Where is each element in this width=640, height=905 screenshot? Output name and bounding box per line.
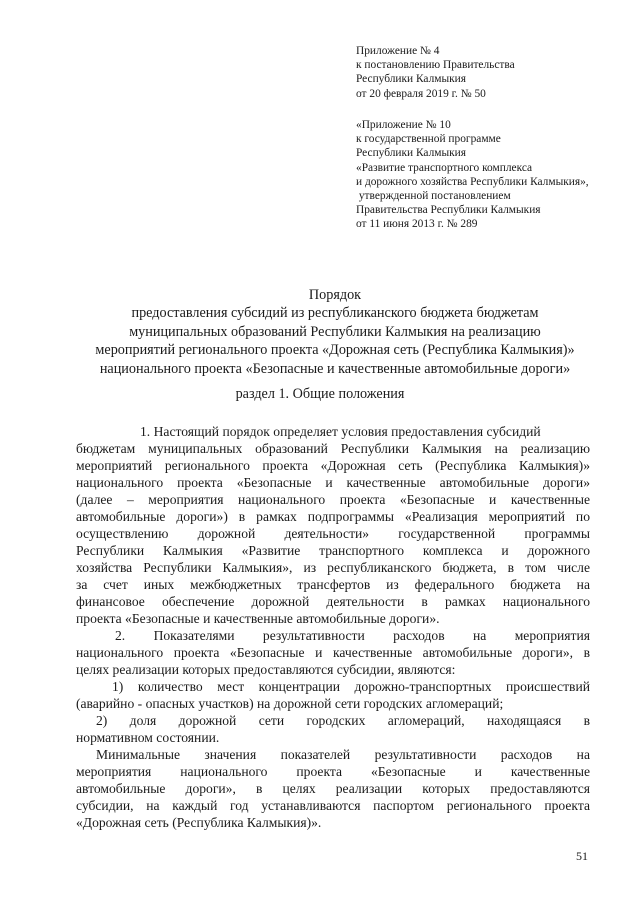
- body-line: проекта «Безопасные и качественные автомобильные дороги».: [76, 611, 440, 626]
- appendix-line: Республики Калмыкия: [356, 147, 467, 160]
- body-line: за счет иных межбюджетных трансфертов из федерального бюджета на: [76, 577, 590, 592]
- body-line: Минимальные значения показателей результативности расходов на: [96, 747, 590, 762]
- body-line: бюджетам муниципальных образований Республики Калмыкия на реализацию: [76, 441, 590, 456]
- title-line: мероприятий регионального проекта «Дорожная сеть (Республика Калмыкия)»: [95, 342, 575, 359]
- body-line: Республики Калмыкия «Развитие транспортного комплекса и дорожного: [76, 543, 590, 558]
- body-line: 2. Показателями результативности расходов на мероприятия: [115, 628, 590, 643]
- body-line: осуществлению дорожной деятельности» государственной программы: [76, 526, 590, 541]
- appendix-line: от 11 июня 2013 г. № 289: [356, 218, 478, 231]
- title-line: Порядок: [308, 287, 362, 303]
- appendix-line: утвержденной постановлением: [356, 190, 511, 203]
- appendix-line: к постановлению Правительства: [356, 59, 515, 72]
- appendix-line: и дорожного хозяйства Республики Калмыкия»,: [356, 175, 589, 188]
- body-line: национального проекта «Безопасные и качественные автомобильные дороги», в: [76, 645, 590, 660]
- appendix-line: к государственной программе: [356, 133, 501, 146]
- document-body: [76, 423, 590, 831]
- body-line: субсидии, на каждый год устанавливаются паспортом регионального проекта: [76, 798, 590, 813]
- body-line: 1) количество мест концентрации дорожно-транспортных происшествий: [112, 679, 590, 694]
- document-title: [30, 286, 640, 378]
- body-line: нормативном состоянии.: [76, 730, 220, 745]
- appendix-line: Приложение № 4: [356, 45, 440, 57]
- title-line: предоставления субсидий из республиканского бюджета бюджетам: [131, 305, 539, 322]
- body-line: (аварийно - опасных участков) на дорожной сети городских агломераций;: [76, 696, 504, 711]
- appendix-header-4: [356, 44, 634, 101]
- body-line: финансовое обеспечение дорожной деятельности в рамках национального: [76, 594, 590, 609]
- body-line: автомобильные дороги») в рамках подпрограммы «Реализация мероприятий по: [76, 509, 590, 524]
- appendix-header-10: [356, 118, 634, 232]
- body-line: мероприятия национального проекта «Безопасные и качественные: [76, 764, 590, 779]
- body-line: (далее – мероприятия национального проекта «Безопасные и качественные: [76, 492, 590, 507]
- body-line: национального проекта «Безопасные и качественные автомобильные дороги»: [76, 475, 590, 490]
- appendix-line: Правительства Республики Калмыкия: [356, 204, 541, 217]
- body-line: хозяйства Республики Калмыкия», из республиканского бюджета, в том числе: [76, 560, 590, 575]
- title-line: муниципальных образований Республики Калмыкия на реализацию: [129, 323, 541, 340]
- title-line: национального проекта «Безопасные и качественные автомобильные дороги»: [99, 360, 571, 377]
- appendix-line: «Развитие транспортного комплекса: [356, 161, 533, 174]
- page-number: 51: [576, 849, 588, 863]
- body-line: мероприятий регионального проекта «Дорожная сеть (Республика Калмыкия)»: [76, 458, 590, 473]
- section-heading: раздел 1. Общие положения: [235, 386, 405, 402]
- body-line: целях реализации которых предоставляются субсидии, являются:: [76, 662, 456, 677]
- appendix-line: Республики Калмыкия: [356, 73, 467, 86]
- body-line: 2) доля дорожной сети городских агломераций, находящаяся в: [96, 713, 590, 728]
- appendix-line: от 20 февраля 2019 г. № 50: [356, 87, 486, 100]
- body-line: «Дорожная сеть (Республика Калмыкия)».: [76, 815, 322, 830]
- body-line: автомобильные дороги», в целях реализации которых предоставляются: [76, 781, 590, 796]
- body-line: 1. Настоящий порядок определяет условия предоставления субсидий: [140, 424, 541, 439]
- appendix-line: «Приложение № 10: [356, 119, 451, 131]
